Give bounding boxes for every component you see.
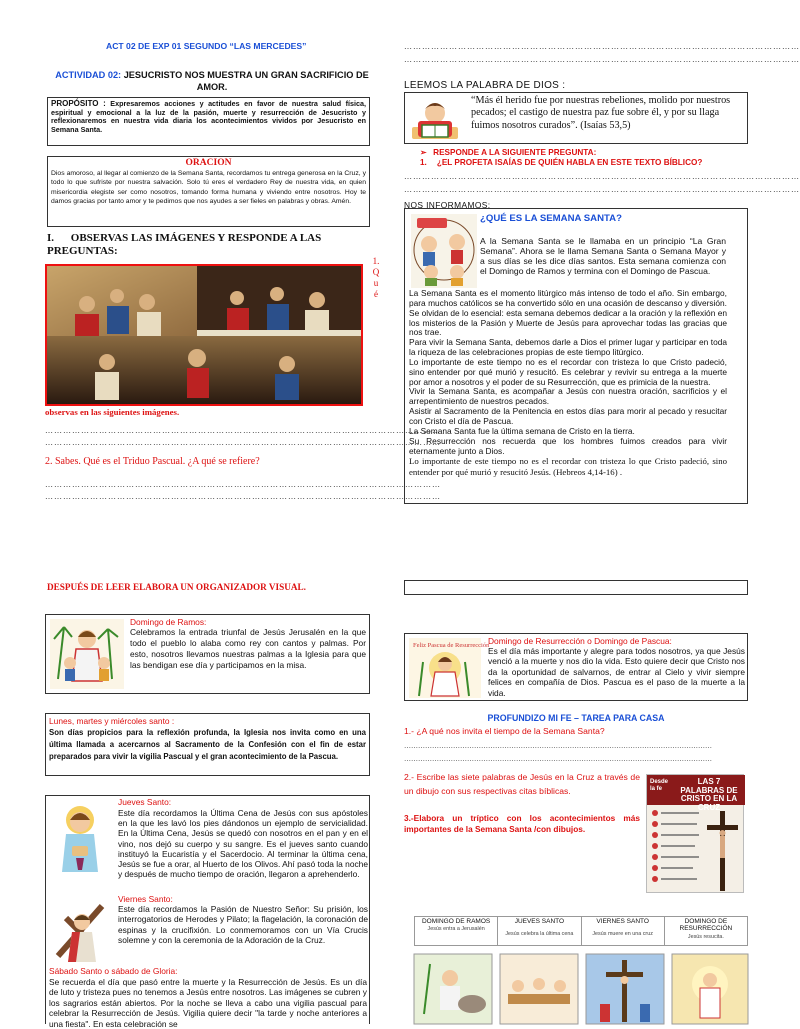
question-1-number: 1. bbox=[372, 256, 380, 266]
sabado-title: Sábado Santo o sábado de Gloria: bbox=[49, 966, 178, 976]
activity-label: ACTIVIDAD 02: bbox=[55, 70, 122, 80]
answer-line[interactable]: …………………………………………………………………………………………………………………… bbox=[404, 55, 800, 64]
answer-line[interactable]: …………………………………………………………………………………………………………………… bbox=[404, 755, 712, 763]
proposito-box bbox=[47, 97, 370, 146]
crucifix-icon bbox=[647, 805, 745, 894]
seven-words-poster bbox=[646, 774, 744, 893]
activity-title-text: JESUCRISTO NOS MUESTRA UN GRAN SACRIFICIO DE AMOR. bbox=[123, 70, 369, 92]
triptych-header-row bbox=[414, 916, 748, 946]
ramos-title: Domingo de Ramos: bbox=[130, 617, 207, 627]
semana-santa-info-box bbox=[404, 208, 748, 504]
section-1-text: OBSERVAS LAS IMÁGENES Y RESPONDE A LAS PREGUNTAS: bbox=[47, 232, 322, 257]
activity-title bbox=[52, 69, 372, 93]
answer-line[interactable]: …………………………………………………………………………………………………………………… bbox=[45, 426, 441, 435]
last-supper-child-illustration bbox=[52, 800, 108, 876]
triptych-example bbox=[414, 916, 748, 1024]
pascua-text: Es el día más importante y alegre para todos nosotros, ya que Jesús venció a la muerte y nos dio la vida. Esto quiere decir que Cristo nos da la oportunidad de salvarnos, de entrar al Cielo y vivir siempre felices en compañía de Dios. Pascua es el paso de la muerte a la vida. bbox=[488, 646, 745, 698]
organizer-title: DESPUÉS DE LEER ELABORA UN ORGANIZADOR VISUAL. bbox=[47, 582, 306, 592]
viernes-text: Este día recordamos la Pasión de Nuestro Señor: Su prisión, los interrogatorios de Herodes y Pilato; la flagelación, la coronación de espinas y la crucifixión. Lo conmemoramos con un Vía Crucis solemne y con la ceremonia de la Adoración de la Cruz. bbox=[118, 904, 368, 945]
question-1-letter-q: Q bbox=[372, 267, 380, 277]
palm-sunday-illustration bbox=[50, 619, 124, 689]
semana-santa-intro: A la Semana Santa se le llamaba en un principio “La Gran Semana”. Ahora se le llama Semana Santa o Semana Mayor y a sus días se les dice días santos. Esta semana comienza con el Domingo de Ramos y termina con el Domingo de Pascua. bbox=[480, 236, 726, 276]
triptych-column bbox=[665, 917, 747, 945]
responde-question-text: ¿EL PROFETA ISAÍAS DE QUIÉN HABLA EN ESTE TEXTO BÍBLICO? bbox=[436, 158, 703, 167]
bible-quote-text: “Más él herido fue por nuestras rebeliones, molido por nuestros pecados; el castigo de nuestra paz fue sobre él, y por su llaga fuimos nosotros curados”. (Isaías 53,5) bbox=[471, 95, 731, 131]
triptych-caption: Jesús muere en una cruz bbox=[592, 931, 653, 938]
section-1-title bbox=[47, 232, 337, 258]
responde-question-number: 1. bbox=[420, 158, 427, 167]
holy-week-painting bbox=[45, 264, 363, 406]
triptych-column bbox=[498, 917, 581, 945]
semana-santa-closing: Lo importante de este tiempo no es el recordar con tristeza lo que Cristo padeció, sino entender por qué murió y resucitó Jesús. (Hebreos 4,14-16) . bbox=[409, 456, 727, 477]
answer-line[interactable]: …………………………………………………………………………………………………………………… bbox=[45, 492, 441, 501]
que-es-semana-santa-title: ¿QUÉ ES LA SEMANA SANTA? bbox=[480, 213, 622, 224]
oracion-text: Dios amoroso, al llegar al comienzo de la Semana Santa, recordamos tu entrega generosa en la Cruz, y todo lo que sufriste por nuestra salvación. Solo tú eres el verdadero Rey de nuestra vida, en quien misericordia elegiste ser como nosotros, tomando forma humana y viviendo entre nosotros. Hoy te damos gracias por tanto amor y te pedimos que nos ayudes a ser fieles en palabras y obras. Amén. bbox=[51, 170, 366, 206]
profundizo-title: PROFUNDIZO MI FE – TAREA PARA CASA bbox=[487, 713, 665, 723]
informamos-title: NOS INFORMAMOS: bbox=[404, 200, 491, 210]
jueves-title: Jueves Santo: bbox=[118, 797, 172, 807]
triptych-caption: Jesús entra a Jerusalén bbox=[427, 926, 485, 933]
profundizo-question-1: 1.- ¿A qué nos invita el tiempo de la Semana Santa? bbox=[404, 726, 605, 736]
semana-santa-paragraph: Su Resurrección nos recuerda que los hombres fuimos creados para vivir eternamente junto a Dios. bbox=[409, 435, 727, 456]
leemos-title: LEEMOS LA PALABRA DE DIOS : bbox=[404, 80, 566, 91]
holy-week-painting-art bbox=[47, 266, 361, 404]
pascua-image-caption: Feliz Pascua de Resurrección bbox=[413, 642, 490, 649]
semana-santa-paragraph: Vivir la Semana Santa, es acompañar a Jesús con nuestra oración, sacrificios y el arrepentimiento de nuestros pecados. bbox=[409, 386, 727, 407]
triduo-card bbox=[45, 795, 370, 1029]
oracion-box bbox=[47, 156, 370, 227]
question-2: 2. Sabes. Qué es el Triduo Pascual. ¿A qué se refiere? bbox=[45, 456, 260, 467]
question-1-vertical bbox=[371, 256, 381, 300]
responde-question bbox=[420, 158, 702, 167]
section-1-numeral: I. bbox=[47, 232, 55, 244]
triptych-column bbox=[582, 917, 665, 945]
proposito-content bbox=[51, 100, 366, 134]
semana-santa-paragraph: La Semana Santa fue la última semana de Cristo en la tierra. bbox=[409, 425, 635, 436]
triptych-header: JUEVES SANTO bbox=[514, 918, 565, 925]
triptych-caption: Jesús resucita. bbox=[687, 933, 724, 940]
jesus-carrying-cross-illustration bbox=[52, 898, 108, 964]
child-reading-bible-illustration bbox=[408, 97, 462, 141]
ramos-text: Celebramos la entrada triunfal de Jesús Jerusalén en la que todo el pueblo lo alaba como rey con cantos y palmas. Por esto, nosotros llevamos nuestras palmas a la Iglesia para que las bendigan ese día y participamos en la misa. bbox=[130, 627, 366, 670]
answer-line[interactable]: …………………………………………………………………………………………………………………… bbox=[404, 172, 800, 181]
profundizo-question-3: 3.-Elabora un tríptico con los acontecimientos más importantes de la Semana Santa /con dibujos. bbox=[404, 813, 640, 834]
semana-santa-paragraph: Para vivir la Semana Santa, debemos darle a Dios el primer lugar y participar en toda la riqueza de las celebraciones propias de este tiempo litúrgico. bbox=[409, 337, 727, 358]
semana-santa-paragraph: La Semana Santa es el momento litúrgico más intenso de todo el año. Sin embargo, para muchos católicos se ha convertido sólo en una ocasión de descanso y diversión. Se olvidan de lo esencial: esta semana debemos dedicar a la oración y la reflexión en los misterios de la Pasión y Muerte de Jesús para aprovechar todas las gracias que nos trae. bbox=[409, 288, 727, 338]
oracion-title: ORACION bbox=[185, 158, 232, 168]
question-1-letter-u: u bbox=[373, 278, 379, 288]
responde-title-text: RESPONDE A LA SIGUIENTE PREGUNTA: bbox=[433, 148, 597, 157]
proposito-label: PROPÓSITO : bbox=[51, 99, 106, 108]
answer-line[interactable]: …………………………………………………………………………………………………………………… bbox=[45, 438, 441, 447]
pascua-title: Domingo de Resurrección o Domingo de Pascua: bbox=[488, 636, 672, 646]
poster-title: LAS 7 PALABRAS DE CRISTO EN LA CRUZ bbox=[680, 777, 738, 812]
proposito-text: Expresaremos acciones y actitudes en favor de nuestra salud física, espiritual y emocional a la luz de la pasión, muerte y resurrección de Jesucristo y reflexionaremos en nuestra vida diaria los acontecimientos vividos por Jesucristo en Semana Santa. bbox=[51, 99, 367, 134]
arrow-bullet-icon: ➢ bbox=[420, 148, 427, 157]
question-1-letter-e: é bbox=[374, 289, 378, 299]
question-1-continuation: observas en las siguientes imágenes. bbox=[45, 407, 180, 417]
triptych-header: DOMINGO DE RAMOS bbox=[421, 918, 491, 925]
triptych-header: DOMINGO DE RESURRECCIÓN bbox=[679, 918, 733, 933]
ramos-card bbox=[45, 614, 370, 694]
triptych-column bbox=[415, 917, 498, 945]
bible-quote-box bbox=[404, 92, 748, 144]
document-header: ACT 02 DE EXP 01 SEGUNDO “LAS MERCEDES” bbox=[106, 41, 307, 51]
viernes-title: Viernes Santo: bbox=[118, 894, 173, 904]
semana-santa-paragraph: Asistir al Sacramento de la Penitencia en estos días para morir al pecado y resucitar con Cristo el día de Pascua. bbox=[409, 406, 727, 426]
semana-santa-paragraph: Lo importante de este tiempo no es el recordar con tristeza lo que Cristo padeció, sino entender por qué murió y resucitó. Es celebrar y revivir su entrega a la muerte por amor a nosotros y el poder de su Resurrección, que es primicia de la nuestra. bbox=[409, 356, 727, 387]
semana-santa-body bbox=[409, 289, 727, 477]
poster-small-label: Desde la fe bbox=[650, 779, 669, 792]
answer-line[interactable]: …………………………………………………………………………………………………………………… bbox=[45, 480, 441, 489]
profundizo-question-2: 2.- Escribe las siete palabras de Jesús en la Cruz a través de un dibujo con sus respectivas citas bíblicas. bbox=[404, 772, 640, 796]
semana-santa-illustration bbox=[411, 214, 477, 288]
triptych-pictures bbox=[414, 954, 748, 1024]
answer-line[interactable]: …………………………………………………………………………………………………………………… bbox=[404, 42, 800, 51]
pascua-card bbox=[404, 633, 748, 701]
triptych-caption: Jesús celebra la última cena bbox=[505, 931, 574, 938]
lunes-title: Lunes, martes y miércoles santo : bbox=[49, 716, 175, 726]
jueves-text: Este día recordamos la Última Cena de Jesús con sus apóstoles en la que les lavó los pies dándonos un ejemplo de servicialidad. En la Última Cena, Jesús se quedó con nosotros en el pan y en el vino, nos dejó su cuerpo y su sangre. Es el jueves santo cuando instituyó la Eucaristía y el Sacerdocio. Al terminar la última cena, Jesús se fue a orar, al Huerto de los Olivos. Ahí pasó toda la noche y después de mucho tiempo de oración, llegaron a aprehenderlo. bbox=[118, 808, 368, 880]
triptych-header: VIERNES SANTO bbox=[596, 918, 649, 925]
easter-resurrection-illustration bbox=[409, 638, 490, 698]
answer-line[interactable]: …………………………………………………………………………………………………………………… bbox=[404, 742, 712, 750]
answer-line[interactable]: …………………………………………………………………………………………………………………… bbox=[404, 185, 800, 194]
lunes-text: Son días propicios para la reflexión profunda, la Iglesia nos invita como en una última llamada a acercarnos al Sacramento de la Confesión con el fin de estar preparados para vivir la vigilia Pascual y el gran acontecimiento de la Pascua. bbox=[49, 728, 366, 761]
responde-title bbox=[420, 147, 596, 157]
lunes-card bbox=[45, 713, 370, 776]
sabado-text: Se recuerda el día que pasó entre la muerte y la Resurrección de Jesús. Es un día de luto y tristeza pues no tenemos a Jesús entre nosotros. Las imágenes se cubren y los sagrarios están abiertos. Por la noche se lleva a cabo una vigilia pascual para celebrar la Resurrección de Jesús. Vigilia quiere decir "la tarde y noche anteriores a una fiesta". En esta celebración se bbox=[49, 977, 367, 1029]
answer-box[interactable] bbox=[404, 580, 748, 595]
